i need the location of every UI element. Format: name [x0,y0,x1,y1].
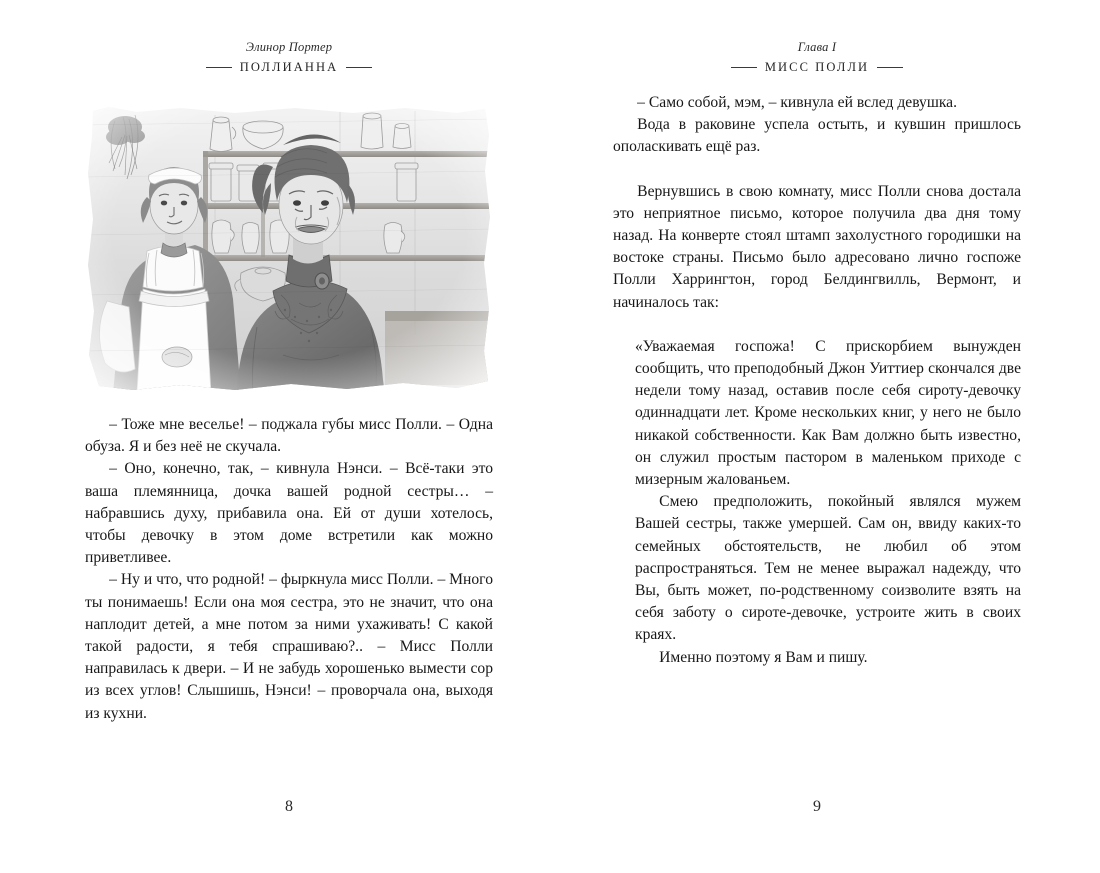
page-number-left: 8 [285,798,293,815]
letter-paragraph: Смею предположить, покойный являлся мужем Вашей сестры, также умершей. Сам он, ввиду каких-то семейных обстоятельств, не любил об этом распространяться. Тем не менее выражал надежду, что Вы, быть может, по-родственному соизволите взять на себя заботу о сироте-девочке, устроите жить в своих краях. [635,493,1021,644]
paragraph: – Тоже мне веселье! – поджала губы мисс Полли. – Одна обуза. Я и без неё не скучала. [85,416,493,456]
paragraph: Вода в раковине успела остыть, и кувшин пришлось ополаскивать ещё раз. [613,116,1021,156]
running-head-title-row [613,60,1021,75]
running-head-title: ПОЛЛИАННА [239,59,339,74]
left-running-head [85,40,493,75]
paragraph: – Само собой, мэм, – кивнула ей вслед девушка. [637,94,957,111]
letter-paragraph: Именно поэтому я Вам и пишу. [659,648,868,666]
right-page-text [613,92,1021,669]
running-head-title: МИСС ПОЛЛИ [764,59,870,74]
page-number-right: 9 [813,798,821,815]
rule-left-icon [206,67,232,68]
rule-right-icon [877,67,903,68]
right-page [550,0,1100,873]
letter-paragraph: «Уважаемая госпожа! С прискорбием вынужден сообщить, что преподобный Джон Уиттиер скончался две недели тому назад, оставив после себя сироту-девочку одиннадцати лет. Кроме нескольких книг, у него не было никакой собственности. Как Вам должно быть известно, он служил простым пастором в маленьком приходе с мизерным жалованьем. [635,337,1021,489]
running-head-title-row [85,60,493,75]
running-head-chapter: Глава I [797,40,837,54]
running-head-author: Элинор Портер [245,40,333,54]
rule-right-icon [346,67,372,68]
paragraph: – Ну и что, что родной! – фыркнула мисс Полли. – Много ты понимаешь! Если она моя сестра, это не значит, что она наплодит детей, а мне потом за ними ухаживать! С какой такой радости, я тебя спрашиваю?.. – Мисс Полли направилась к двери. – И не забудь хорошенько вымести сор из всех углов! Слышишь, Нэнси! – проворчала она, выходя из кухни. [85,571,493,722]
right-running-head [613,40,1021,75]
paragraph: Вернувшись в свою комнату, мисс Полли снова достала это неприятное письмо, которое получила два дня тому назад. На конверте стоял штамп захолустного городишки на востоке страны. Письмо было адресовано лично госпоже Полли Харрингтон, город Белдингвилль, Вермонт, и начиналось так: [613,182,1021,311]
paragraph: – Оно, конечно, так, – кивнула Нэнси. – Всё-таки это ваша племянница, дочка вашей родной сестры… – набравшись духу, прибавила она. Ей от души хотелось, чтобы девочку в этом доме встретили как можно приветливее. [85,460,493,567]
rule-left-icon [731,67,757,68]
left-page-text [85,414,493,725]
letter-block [635,336,1021,669]
chapter-illustration [85,105,493,394]
